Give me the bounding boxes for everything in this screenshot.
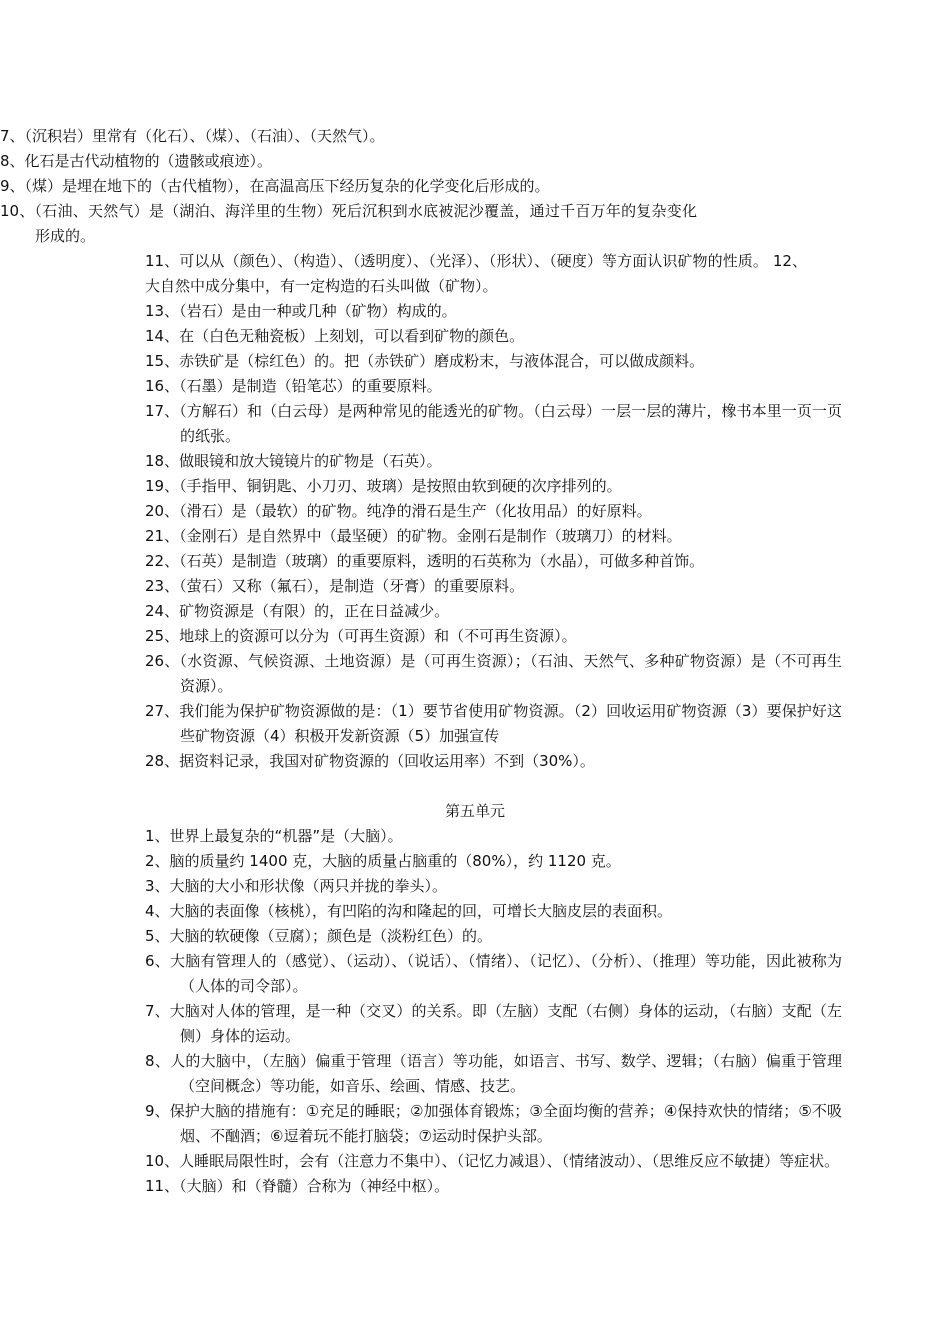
- list-item: 1、世界上最复杂的“机器”是（大脑）。: [145, 827, 403, 845]
- list-item: 11、（大脑）和（脊髓）合称为（神经中枢）。: [145, 1177, 450, 1195]
- list-item: 20、（滑石）是（最软）的矿物。纯净的滑石是生产（化妆用品）的好原料。: [145, 502, 652, 520]
- list-item: 14、在（白色无釉瓷板）上刻划，可以看到矿物的颜色。: [145, 327, 525, 345]
- list-item: 27、我们能为保护矿物资源做的是：（1）要节省使用矿物资源。（2）回收运用矿物资源（3）要保护好这些矿物资源（4）积极开发新资源（5）加强宣传: [145, 702, 842, 745]
- list-item: 10、（石油、天然气）是（湖泊、海洋里的生物）死后沉积到水底被泥沙覆盖，通过千百万年的复杂变化形成的。: [0, 202, 697, 245]
- list-item: 24、矿物资源是（有限）的，正在日益减少。: [145, 602, 450, 620]
- list-item: 10、人睡眠局限性时，会有（注意力不集中）、（记忆力减退）、（情绪波动）、（思维反应不敏捷）等症状。: [145, 1152, 840, 1170]
- list-item: 28、据资料记录，我国对矿物资源的（回收运用率）不到（30%）。: [145, 752, 595, 770]
- list-item: 4、大脑的表面像（核桃），有凹陷的沟和隆起的回，可增长大脑皮层的表面积。: [145, 902, 673, 920]
- list-item: 15、赤铁矿是（棕红色）的。把（赤铁矿）磨成粉末，与液体混合，可以做成颜料。: [145, 352, 705, 370]
- list-item: 6、大脑有管理人的（感觉）、（运动）、（说话）、（情绪）、（记忆）、（分析）、（推理）等功能，因此被称为（人体的司令部）。: [145, 952, 842, 995]
- unit5-list: [0, 824, 950, 1199]
- list-item: 2、脑的质量约 1400 克，大脑的质量占脑重的（80%），约 1120 克。: [145, 852, 621, 870]
- list-item: 8、化石是古代动植物的（遗骸或痕迹）。: [0, 152, 273, 170]
- list-item: 17、（方解石）和（白云母）是两种常见的能透光的矿物。（白云母）一层一层的薄片，橡书本里一页一页的纸张。: [145, 402, 842, 445]
- list-item: 21、（金刚石）是自然界中（最坚硬）的矿物。金刚石是制作（玻璃刀）的材料。: [145, 527, 682, 545]
- list-item: 18、做眼镜和放大镜镜片的矿物是（石英）。: [145, 452, 442, 470]
- list-item: 13、（岩石）是由一种或几种（矿物）构成的。: [145, 302, 457, 320]
- list-item: 23、（萤石）又称（氟石），是制造（牙膏）的重要原料。: [145, 577, 525, 595]
- list-item: 22、（石英）是制造（玻璃）的重要原料，透明的石英称为（水晶），可做多种首饰。: [145, 552, 705, 570]
- list-item: 11、可以从（颜色）、（构造）、（透明度）、（光泽）、（形状）、（硬度）等方面认识矿物的性质。 12、大自然中成分集中，有一定构造的石头叫做（矿物）。: [145, 252, 807, 295]
- list-item: 25、地球上的资源可以分为（可再生资源）和（不可再生资源）。: [145, 627, 577, 645]
- list-item: 9、（煤）是埋在地下的（古代植物），在高温高压下经历复杂的化学变化后形成的。: [0, 177, 550, 195]
- list-item: 16、（石墨）是制造（铅笔芯）的重要原料。: [145, 377, 442, 395]
- section-heading: 第五单元: [444, 802, 505, 820]
- list-item: 5、大脑的软硬像（豆腐）；颜色是（淡粉红色）的。: [145, 927, 493, 945]
- list-item: 26、（水资源、气候资源、土地资源）是（可再生资源）；（石油、天然气、多种矿物资源）是（不可再生资源）。: [145, 652, 842, 695]
- list-item: 7、大脑对人体的管理，是一种（交叉）的关系。即（左脑）支配（右侧）身体的运动，（右脑）支配（左侧）身体的运动。: [145, 1002, 842, 1045]
- list-item: 9、保护大脑的措施有：①充足的睡眠；②加强体育锻炼；③全面均衡的营养；④保持欢快的情绪；⑤不吸烟、不酗酒；⑥逗着玩不能打脑袋；⑦运动时保护头部。: [145, 1102, 842, 1145]
- list-item: 3、大脑的大小和形状像（两只并拢的拳头）。: [145, 877, 448, 895]
- list-item: 8、人的大脑中，（左脑）偏重于管理（语言）等功能，如语言、书写、数学、逻辑；（右脑）偏重于管理（空间概念）等功能，如音乐、绘画、情感、技艺。: [145, 1052, 842, 1095]
- unit4-list: [0, 124, 950, 774]
- list-item: 19、（手指甲、铜钥匙、小刀刃、玻璃）是按照由软到硬的次序排列的。: [145, 477, 622, 495]
- list-item: 7、（沉积岩）里常有（化石）、（煤）、（石油）、（天然气）。: [0, 127, 385, 145]
